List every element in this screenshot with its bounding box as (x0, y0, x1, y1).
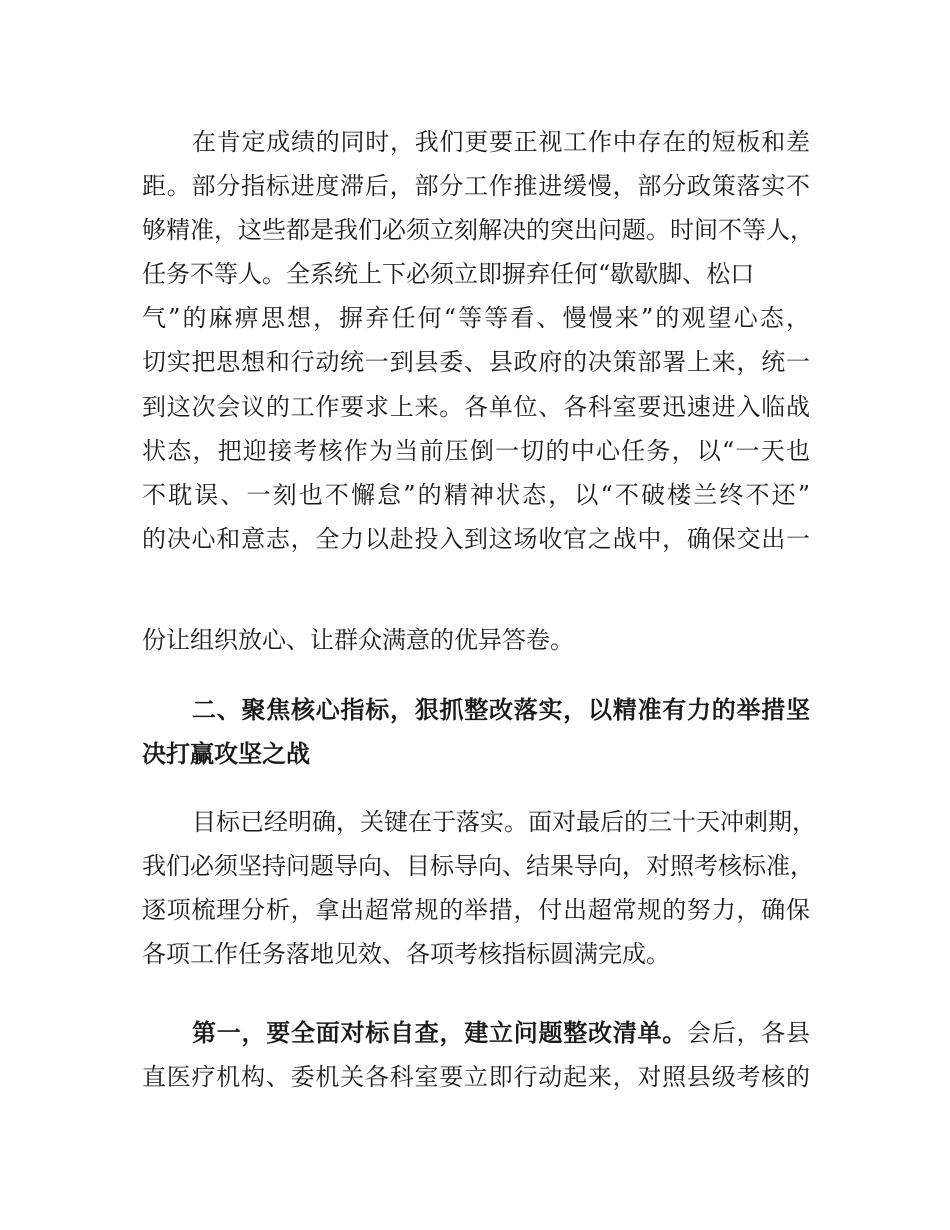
text-line: 到这次会议的工作要求上来。各单位、各科室要迅速进入临战 (142, 393, 810, 421)
text-line: 距。部分指标进度滞后，部分工作推进缓慢，部分政策落实不 (142, 172, 810, 200)
heading-line: 二、聚焦核心指标，狠抓整改落实，以精准有力的举措坚 (192, 695, 810, 724)
lead-rest: 会后，各县 (687, 1019, 810, 1047)
text-line: 切实把思想和行动统一到县委、县政府的决策部署上来，统一 (142, 348, 810, 376)
text-line: 够精准，这些都是我们必须立刻解决的突出问题。时间不等人， (142, 216, 814, 244)
text-line: 逐项梳理分析，拿出超常规的举措，付出超常规的努力，确保 (142, 896, 810, 924)
text-line: 份让组织放心、让群众满意的优异答卷。 (142, 626, 574, 654)
text-line: 直医疗机构、委机关各科室要立即行动起来，对照县级考核的 (142, 1063, 810, 1091)
text-line: 我们必须坚持问题导向、目标导向、结果导向，对照考核标准， (142, 852, 814, 880)
text-line: 在肯定成绩的同时，我们更要正视工作中存在的短板和差 (192, 128, 810, 156)
heading-line: 决打赢攻坚之战 (142, 739, 310, 768)
text-line: 任务不等人。全系统上下必须立即摒弃任何“歇歇脚、松口 (142, 260, 755, 288)
bold-lead: 第一，要全面对标自查，建立问题整改清单。 (192, 1018, 687, 1047)
text-line: 状态，把迎接考核作为当前压倒一切的中心任务，以“一天也 (142, 437, 810, 465)
text-line: 的决心和意志，全力以赴投入到这场收官之战中，确保交出一 (142, 525, 810, 553)
text-line: 各项工作任务落地见效、各项考核指标圆满完成。 (142, 940, 670, 968)
text-line: 目标已经明确，关键在于落实。面对最后的三十天冲刺期， (192, 808, 816, 836)
text-line (192, 1011, 810, 1055)
text-line: 气”的麻痹思想，摒弃任何“等等看、慢慢来”的观望心态， (142, 304, 810, 332)
text-line: 不耽误、一刻也不懈怠”的精神状态，以“不破楼兰终不还” (142, 481, 810, 509)
